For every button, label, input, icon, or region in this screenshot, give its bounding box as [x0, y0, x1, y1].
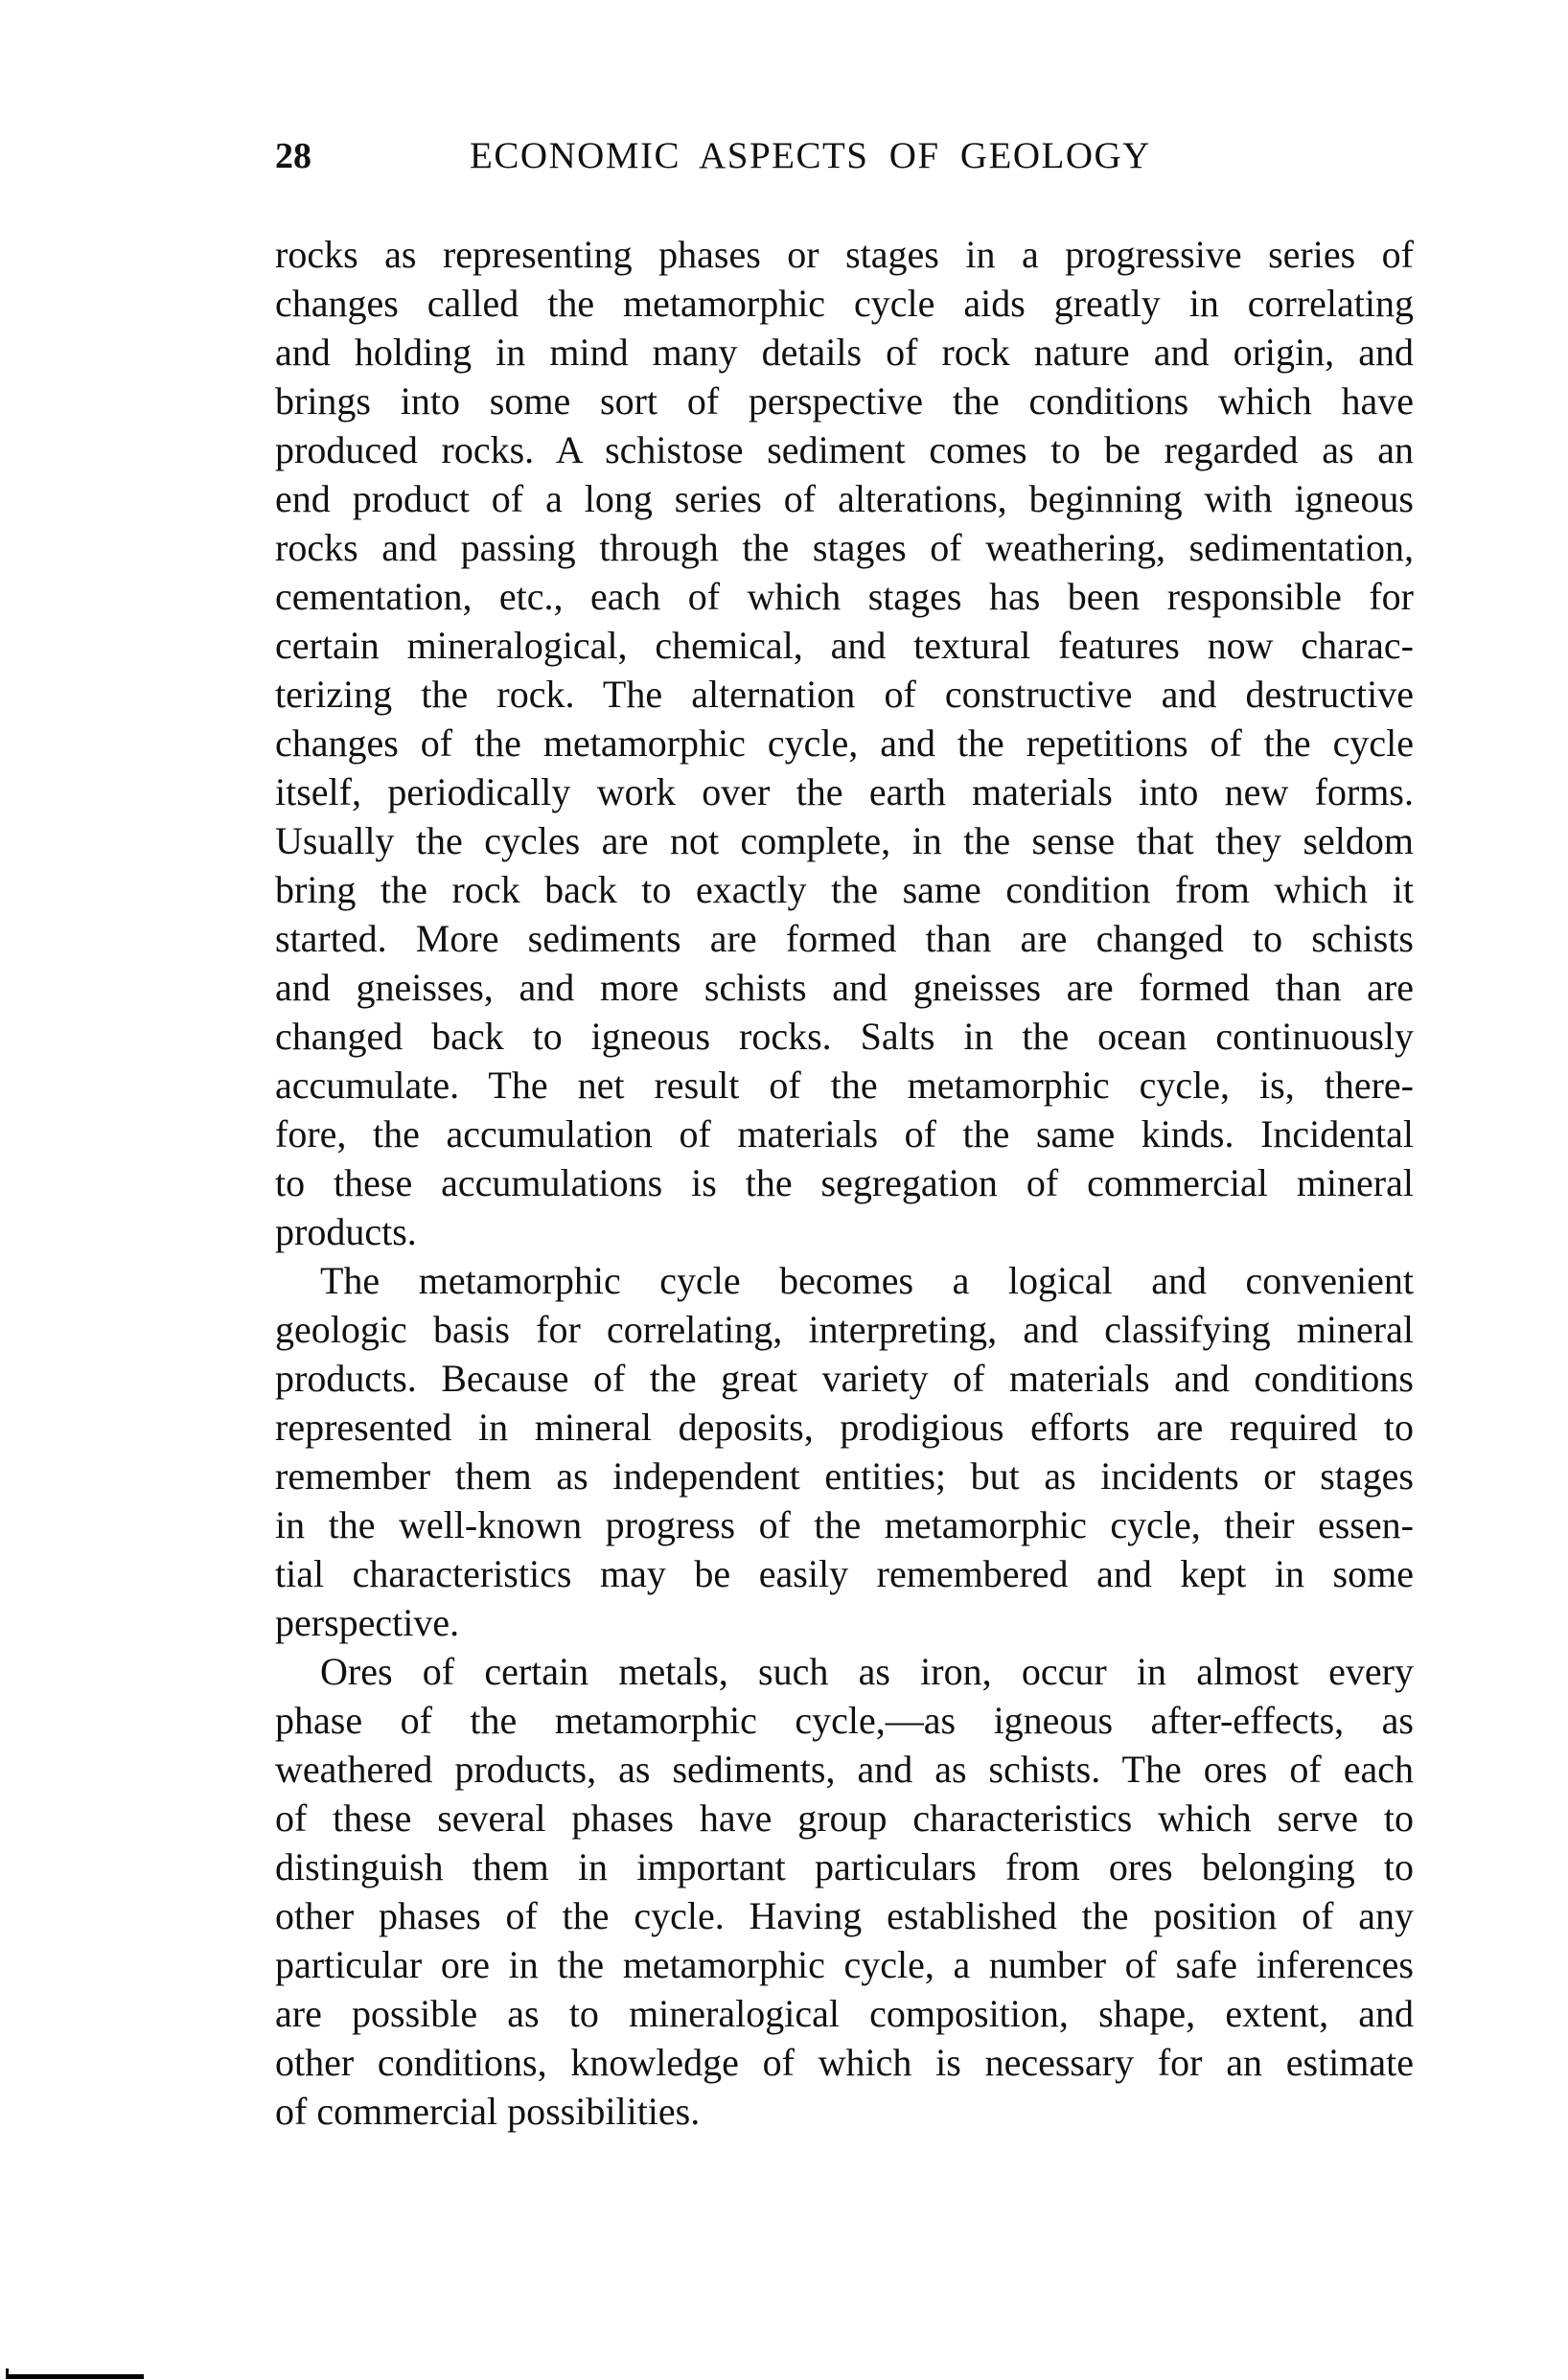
text-line: of commercial possibilities.: [275, 2090, 701, 2133]
text-line: other phases of the cycle. Having established the position of any: [275, 1894, 1414, 1937]
text-line: changed back to igneous rocks. Salts in the ocean continuously: [275, 1015, 1414, 1058]
paragraph-3: [275, 1647, 1414, 2136]
text-line: Usually the cycles are not complete, in the sense that they seldom: [275, 819, 1414, 862]
text-line: of these several phases have group characteristics which serve to: [275, 1796, 1414, 1840]
text-line: brings into some sort of perspective the conditions which have: [275, 379, 1414, 423]
text-line: rocks as representing phases or stages in a progressive series of: [275, 233, 1414, 276]
text-line: changes of the metamorphic cycle, and the repetitions of the cycle: [275, 721, 1414, 765]
text-line: bring the rock back to exactly the same condition from which it: [275, 868, 1414, 911]
text-line: produced rocks. A schistose sediment comes to be regarded as an: [275, 428, 1414, 471]
scan-artifact-line: [6, 2374, 144, 2379]
text-line: in the well-known progress of the metamorphic cycle, their essen-: [275, 1503, 1414, 1546]
text-line: and holding in mind many details of rock nature and origin, and: [275, 331, 1414, 374]
text-line: terizing the rock. The alternation of constructive and destructive: [275, 673, 1414, 716]
text-line: tial characteristics may be easily remembered and kept in some: [275, 1552, 1414, 1595]
text-line: Ores of certain metals, such as iron, occur in almost every: [320, 1650, 1414, 1693]
text-line: cementation, etc., each of which stages has been responsible for: [275, 575, 1414, 618]
text-line: remember them as independent entities; but as incidents or stages: [275, 1454, 1414, 1498]
text-line: changes called the metamorphic cycle aids greatly in correlating: [275, 282, 1414, 325]
text-line: rocks and passing through the stages of weathering, sedimentation,: [275, 526, 1414, 569]
text-line: products.: [275, 1210, 417, 1253]
text-line: fore, the accumulation of materials of the same kinds. Incidental: [275, 1112, 1414, 1156]
text-line: distinguish them in important particulars from ores belonging to: [275, 1845, 1414, 1888]
text-line: particular ore in the metamorphic cycle, a number of safe inferences: [275, 1943, 1414, 1986]
text-line: represented in mineral deposits, prodigious efforts are required to: [275, 1406, 1414, 1449]
text-line: accumulate. The net result of the metamorphic cycle, is, there-: [275, 1064, 1414, 1107]
body-text: [275, 230, 1414, 2136]
paragraph-1: [275, 230, 1414, 1256]
text-line: started. More sediments are formed than are changed to schists: [275, 917, 1414, 960]
text-line: to these accumulations is the segregation of commercial mineral: [275, 1161, 1414, 1204]
text-line: end product of a long series of alterations, beginning with igneous: [275, 477, 1414, 520]
text-line: are possible as to mineralogical composition, shape, extent, and: [275, 1992, 1414, 2035]
running-title: ECONOMIC ASPECTS OF GEOLOGY: [470, 135, 1151, 176]
text-line: phase of the metamorphic cycle,—as igneous after-effects, as: [275, 1699, 1414, 1742]
text-line: other conditions, knowledge of which is necessary for an estimate: [275, 2041, 1414, 2084]
text-line: The metamorphic cycle becomes a logical and convenient: [320, 1259, 1414, 1302]
paragraph-2: [275, 1256, 1414, 1647]
text-line: products. Because of the great variety of materials and conditions: [275, 1357, 1414, 1400]
text-line: weathered products, as sediments, and as schists. The ores of each: [275, 1748, 1414, 1791]
text-line: certain mineralogical, chemical, and textural features now charac-: [275, 624, 1414, 667]
page-number: 28: [275, 136, 311, 176]
running-head: [275, 132, 1414, 180]
text-line: and gneisses, and more schists and gneisses are formed than are: [275, 966, 1414, 1009]
text-line: itself, periodically work over the earth materials into new forms.: [275, 770, 1414, 813]
text-line: perspective.: [275, 1601, 460, 1644]
text-line: geologic basis for correlating, interpreting, and classifying mineral: [275, 1308, 1414, 1351]
